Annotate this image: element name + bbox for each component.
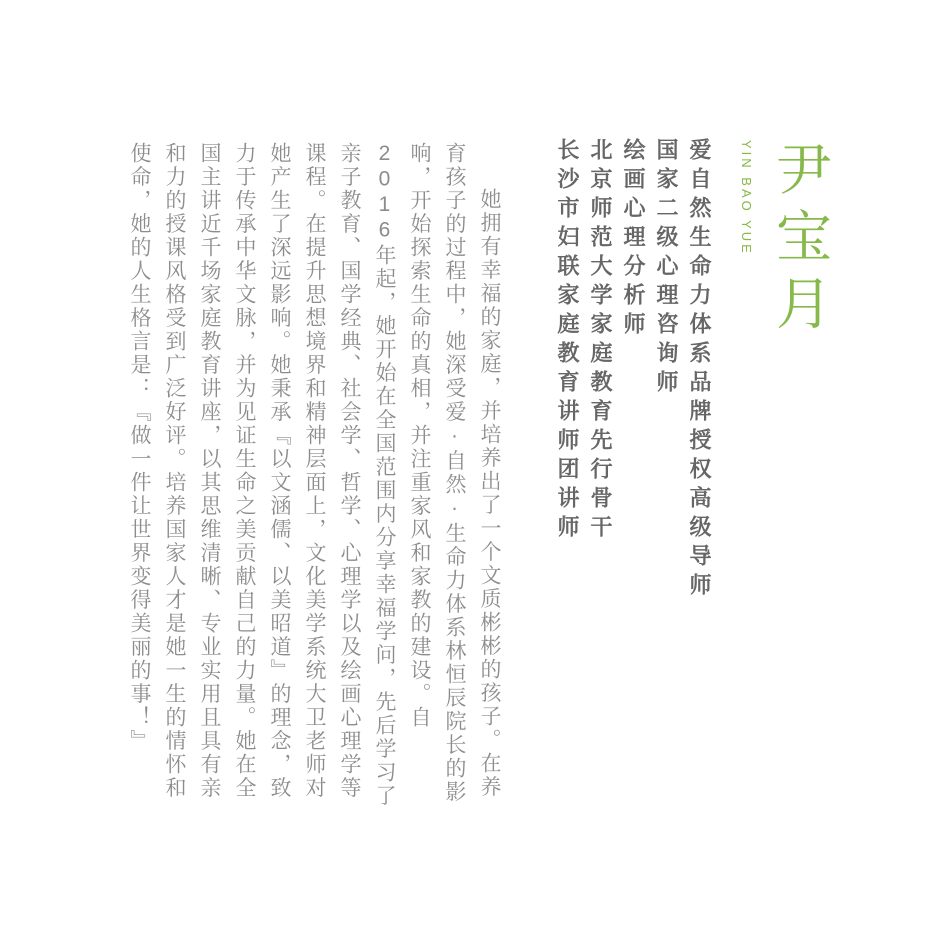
bio-column: 课程。在提升思想境界和精神层面上，文化美学系统大卫老师对 — [303, 142, 326, 800]
bio-column: 亲子教育、国学经典、社会学、哲学、心理学以及绘画心理学等 — [338, 142, 361, 800]
credentials-block — [551, 138, 716, 628]
credential-line: 国家二级心理咨询师 — [654, 138, 679, 399]
bio-column: 她拥有幸福的家庭，并培养出了一个文质彬彬的孩子。在养 — [478, 188, 501, 800]
bio-column: 和力的授课风格受到广泛好评。培养国家人才是她一生的情怀和 — [163, 142, 186, 800]
bio-column: 使命，她的人生格言是：『做一件让世界变得美丽的事！』 — [128, 142, 151, 753]
biography-block — [122, 142, 507, 817]
bio-column: 她产生了深远影响。她秉承『以文涵儒、以美昭道』的理念，致 — [268, 142, 291, 800]
credential-line: 绘画心理分析师 — [621, 138, 646, 341]
bio-column: 2016年起，她开始在全国范围内分享幸福学问，先后学习了 — [373, 142, 396, 808]
bio-column: 响，开始探索生命的真相，并注重家风和家教的建设。自 — [408, 142, 431, 730]
bio-column: 国主讲近千场家庭教育讲座，以其思维清晰、专业实用且具有亲 — [198, 142, 221, 800]
credential-line: 爱自然生命力体系品牌授权高级导师 — [687, 138, 712, 602]
bio-column: 育孩子的过程中，她深受爱·自然·生命力体系林恒辰院长的影 — [443, 142, 466, 804]
bio-column: 力于传承中华文脉，并为见证生命之美贡献自己的力量。她在全 — [233, 142, 256, 800]
credential-line: 北京师范大学家庭教育先行骨干 — [588, 138, 613, 544]
credential-line: 长沙市妇联家庭教育讲师团讲师 — [555, 138, 580, 544]
profile-name: 尹宝月 — [767, 140, 832, 341]
profile-name-romanized: YIN BAO YUE — [739, 140, 754, 256]
